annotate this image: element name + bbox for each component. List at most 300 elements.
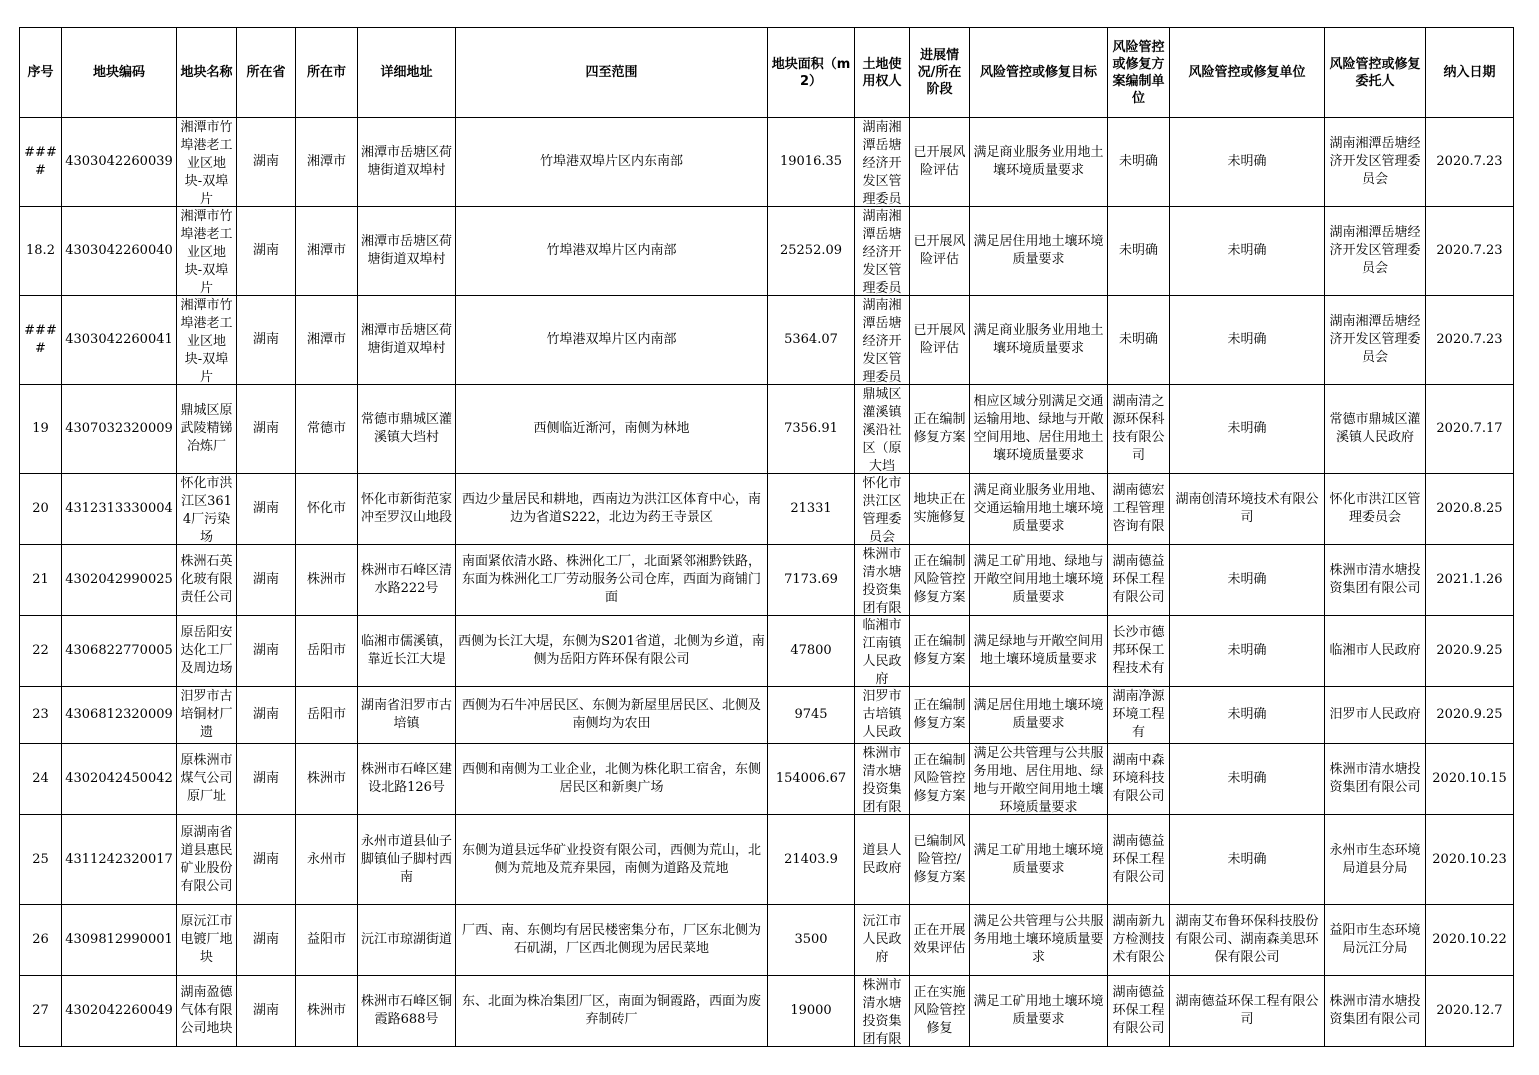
province-cell	[237, 296, 296, 385]
address: 湘潭市岳塘区荷塘街道双埠村	[360, 234, 452, 267]
site-name: 株洲石英化玻有限责任公司	[180, 554, 233, 605]
table-row	[20, 815, 1514, 905]
city-cell	[296, 905, 358, 976]
land-owner: 鼎城区灌溪镇溪沿社区（原大垱	[862, 387, 902, 472]
stage: 正在开展效果评估	[913, 923, 966, 956]
address-cell	[358, 545, 456, 616]
province-cell	[237, 815, 296, 905]
area: 154006.67	[775, 771, 847, 786]
client: 常德市鼎城区灌溪镇人民政府	[1329, 412, 1421, 445]
remediation-unit: 未明确	[1227, 421, 1267, 436]
row-number: ####	[24, 323, 57, 356]
site-name-cell	[177, 905, 237, 976]
remediation-goal-cell	[970, 296, 1108, 385]
client-cell	[1325, 815, 1426, 905]
row-number-cell	[20, 385, 62, 474]
city-cell	[296, 744, 358, 815]
date: 2020.7.23	[1436, 243, 1503, 258]
header-cell: 进展情况/所在阶段	[910, 28, 970, 118]
client: 株洲市清水塘投资集团有限公司	[1329, 762, 1421, 795]
address-cell	[358, 296, 456, 385]
date: 2020.9.25	[1436, 707, 1503, 722]
address-cell	[358, 385, 456, 474]
remediation-unit: 未明确	[1227, 643, 1267, 658]
city: 湘潭市	[306, 332, 346, 347]
stage-cell	[910, 815, 970, 905]
area: 19000	[790, 1003, 832, 1018]
province: 湖南	[252, 1003, 279, 1018]
plan-compiler-cell	[1108, 687, 1170, 744]
city-cell	[296, 474, 358, 545]
land-owner-cell	[855, 905, 910, 976]
stage: 已开展风险评估	[913, 234, 966, 267]
table-row	[20, 616, 1514, 687]
remediation-goal: 满足公共管理与公共服务用地土壤环境质量要求	[973, 914, 1104, 965]
site-code: 4303042260041	[65, 332, 173, 347]
client: 株洲市清水塘投资集团有限公司	[1329, 563, 1421, 596]
remediation-goal-cell	[970, 744, 1108, 815]
row-number: 20	[32, 501, 49, 516]
row-number-cell	[20, 815, 62, 905]
land-owner-cell	[855, 207, 910, 296]
province: 湖南	[252, 154, 279, 169]
row-number-cell	[20, 976, 62, 1047]
province-cell	[237, 118, 296, 207]
site-code-cell	[62, 744, 177, 815]
remediation-unit: 未明确	[1227, 243, 1267, 258]
site-name: 怀化市洪江区3614厂污染场	[180, 476, 233, 543]
stage: 正在编制修复方案	[913, 634, 966, 667]
area: 21403.9	[784, 851, 838, 867]
site-name: 湘潭市竹埠港老工业区地块-双埠片	[180, 120, 233, 205]
date-cell	[1426, 296, 1514, 385]
area: 47800	[790, 643, 832, 658]
stage-cell	[910, 474, 970, 545]
remediation-unit: 湖南艾布鲁环保科技股份有限公司、湖南森美思环保有限公司	[1175, 914, 1319, 965]
province-cell	[237, 905, 296, 976]
header-cell: 详细地址	[358, 28, 456, 118]
stage: 正在编制风险管控修复方案	[913, 753, 966, 804]
address-cell	[358, 207, 456, 296]
table-row	[20, 385, 1514, 474]
remediation-goal-cell	[970, 118, 1108, 207]
remediation-goal: 满足商业服务业用地土壤环境质量要求	[973, 145, 1104, 178]
city: 株洲市	[306, 771, 346, 786]
province: 湖南	[252, 501, 279, 516]
city: 株洲市	[306, 572, 346, 587]
remediation-goal-cell	[970, 687, 1108, 744]
province-cell	[237, 385, 296, 474]
stage-cell	[910, 385, 970, 474]
row-number: 21	[32, 572, 49, 587]
plan-compiler-cell	[1108, 118, 1170, 207]
stage-cell	[910, 744, 970, 815]
boundary: 竹埠港双埠片区内南部	[546, 332, 677, 347]
remediation-goal: 满足商业服务业用地、交通运输用地土壤环境质量要求	[973, 483, 1104, 534]
plan-compiler: 湖南德宏工程管理咨询有限	[1112, 483, 1165, 534]
site-code: 4311242320017	[65, 851, 173, 867]
site-code-cell	[62, 976, 177, 1047]
address-cell	[358, 744, 456, 815]
boundary: 南面紧依清水路、株洲化工厂，北面紧邻湘黔铁路，东面为株洲化工厂劳动服务公司仓库，西面为商铺门面	[461, 554, 761, 605]
remediation-unit: 未明确	[1227, 707, 1267, 722]
plan-compiler-cell	[1108, 385, 1170, 474]
boundary: 西侧为石牛冲居民区、东侧为新屋里居民区、北侧及南侧均为农田	[461, 698, 761, 731]
remediation-unit-cell	[1170, 545, 1325, 616]
land-owner-cell	[855, 616, 910, 687]
table-body	[20, 118, 1514, 1047]
plan-compiler: 湖南德益环保工程有限公司	[1112, 833, 1165, 885]
land-owner-cell	[855, 744, 910, 815]
plan-compiler-cell	[1108, 616, 1170, 687]
plan-compiler-cell	[1108, 207, 1170, 296]
date-cell	[1426, 744, 1514, 815]
client: 株洲市清水塘投资集团有限公司	[1329, 994, 1421, 1027]
land-owner: 道县人民政府	[862, 842, 902, 876]
site-register-table	[19, 27, 1514, 1047]
province: 湖南	[252, 421, 279, 436]
row-number: 23	[32, 707, 49, 722]
land-owner: 汨罗市古培镇人民政	[862, 689, 902, 740]
date: 2020.10.22	[1432, 932, 1507, 947]
area-cell	[768, 976, 855, 1047]
client: 湖南湘潭岳塘经济开发区管理委员会	[1329, 225, 1421, 276]
city: 湘潭市	[306, 154, 346, 169]
address: 株洲市石峰区铜霞路688号	[360, 994, 452, 1027]
land-owner: 湖南湘潭岳塘经济开发区管理委员	[862, 209, 902, 294]
boundary-cell	[456, 118, 768, 207]
address: 永州市道县仙子脚镇仙子脚村西南	[360, 833, 452, 885]
address: 怀化市新街范家冲至罗汉山地段	[360, 492, 452, 525]
site-name: 原湖南省道县惠民矿业股份有限公司	[180, 824, 233, 894]
address-cell	[358, 976, 456, 1047]
province-cell	[237, 545, 296, 616]
address: 湘潭市岳塘区荷塘街道双埠村	[360, 145, 452, 178]
plan-compiler-cell	[1108, 474, 1170, 545]
row-number-cell	[20, 905, 62, 976]
boundary-cell	[456, 616, 768, 687]
remediation-unit-cell	[1170, 296, 1325, 385]
plan-compiler: 未明确	[1118, 332, 1158, 347]
stage-cell	[910, 207, 970, 296]
stage: 已开展风险评估	[913, 323, 966, 356]
plan-compiler-cell	[1108, 296, 1170, 385]
area: 7356.91	[784, 421, 838, 436]
client-cell	[1325, 905, 1426, 976]
plan-compiler: 未明确	[1118, 154, 1158, 169]
table-row	[20, 545, 1514, 616]
table-row	[20, 118, 1514, 207]
plan-compiler: 长沙市德邦环保工程技术有	[1112, 625, 1165, 676]
plan-compiler: 湖南清之源环保科技有限公司	[1112, 394, 1165, 463]
city: 岳阳市	[306, 643, 346, 658]
row-number-cell	[20, 118, 62, 207]
plan-compiler-cell	[1108, 905, 1170, 976]
land-owner-cell	[855, 296, 910, 385]
remediation-goal: 满足工矿用地、绿地与开敞空间用地土壤环境质量要求	[973, 554, 1104, 605]
city-cell	[296, 296, 358, 385]
province-cell	[237, 687, 296, 744]
land-owner: 沅江市人民政府	[862, 914, 902, 965]
land-owner: 湖南湘潭岳塘经济开发区管理委员	[862, 120, 902, 205]
remediation-goal-cell	[970, 905, 1108, 976]
row-number-cell	[20, 616, 62, 687]
row-number: ####	[24, 145, 57, 178]
client-cell	[1325, 545, 1426, 616]
row-number: 22	[32, 643, 49, 658]
site-name-cell	[177, 474, 237, 545]
province-cell	[237, 976, 296, 1047]
area: 25252.09	[779, 243, 843, 258]
site-code: 4309812990001	[65, 932, 173, 947]
boundary-cell	[456, 207, 768, 296]
city-cell	[296, 687, 358, 744]
site-name-cell	[177, 744, 237, 815]
date: 2020.10.23	[1432, 851, 1507, 867]
date-cell	[1426, 474, 1514, 545]
city-cell	[296, 207, 358, 296]
stage: 正在编制修复方案	[913, 412, 966, 445]
remediation-unit: 未明确	[1227, 154, 1267, 169]
remediation-unit: 未明确	[1227, 332, 1267, 347]
address: 株洲市石峰区建设北路126号	[360, 762, 452, 795]
city-cell	[296, 545, 358, 616]
site-code-cell	[62, 815, 177, 905]
city: 湘潭市	[306, 243, 346, 258]
land-owner: 怀化市洪江区管理委员会	[862, 476, 902, 543]
row-number: 18.2	[26, 243, 55, 258]
boundary: 东侧为道县远华矿业投资有限公司，西侧为荒山，北侧为荒地及荒弃果园，南侧为道路及荒地	[461, 842, 761, 876]
remediation-unit: 湖南创清环境技术有限公司	[1175, 492, 1319, 525]
table-row	[20, 687, 1514, 744]
plan-compiler-cell	[1108, 545, 1170, 616]
client-cell	[1325, 207, 1426, 296]
plan-compiler: 湖南净源环境工程有	[1112, 689, 1165, 740]
site-code-cell	[62, 296, 177, 385]
client-cell	[1325, 744, 1426, 815]
boundary: 厂西、南、东侧均有居民楼密集分布，厂区东北侧为石矶湖，厂区西北侧现为居民菜地	[461, 923, 761, 956]
province: 湖南	[252, 771, 279, 786]
site-name-cell	[177, 207, 237, 296]
address-cell	[358, 815, 456, 905]
address-cell	[358, 687, 456, 744]
remediation-unit-cell	[1170, 474, 1325, 545]
date-cell	[1426, 815, 1514, 905]
header-cell: 序号	[20, 28, 62, 118]
address-cell	[358, 474, 456, 545]
table-row	[20, 474, 1514, 545]
remediation-unit-cell	[1170, 744, 1325, 815]
stage-cell	[910, 118, 970, 207]
site-code: 4302042260049	[65, 1003, 173, 1018]
remediation-unit: 未明确	[1227, 572, 1267, 587]
site-code-cell	[62, 474, 177, 545]
area-cell	[768, 905, 855, 976]
boundary: 竹埠港双埠片区内南部	[546, 243, 677, 258]
row-number-cell	[20, 687, 62, 744]
remediation-unit-cell	[1170, 687, 1325, 744]
land-owner: 株洲市清水塘投资集团有限	[862, 547, 902, 614]
boundary-cell	[456, 905, 768, 976]
plan-compiler-cell	[1108, 976, 1170, 1047]
header-cell: 地块面积（m2）	[768, 28, 855, 118]
row-number-cell	[20, 207, 62, 296]
site-code-cell	[62, 385, 177, 474]
plan-compiler-cell	[1108, 815, 1170, 905]
city-cell	[296, 616, 358, 687]
city: 常德市	[306, 421, 346, 436]
client: 永州市生态环境局道县分局	[1329, 842, 1421, 876]
date: 2020.7.23	[1436, 154, 1503, 169]
client-cell	[1325, 385, 1426, 474]
row-number: 26	[32, 932, 49, 947]
date-cell	[1426, 687, 1514, 744]
plan-compiler: 湖南新九方检测技术有限公	[1112, 914, 1165, 965]
boundary-cell	[456, 687, 768, 744]
remediation-goal-cell	[970, 207, 1108, 296]
address-cell	[358, 118, 456, 207]
remediation-unit-cell	[1170, 616, 1325, 687]
province: 湖南	[252, 932, 279, 947]
remediation-goal: 相应区域分别满足交通运输用地、绿地与开敞空间用地、居住用地土壤环境质量要求	[973, 394, 1104, 463]
stage: 正在编制修复方案	[913, 698, 966, 731]
area-cell	[768, 474, 855, 545]
site-name-cell	[177, 616, 237, 687]
land-owner-cell	[855, 976, 910, 1047]
site-code: 4306812320009	[65, 707, 173, 722]
stage: 正在编制风险管控修复方案	[913, 554, 966, 605]
site-name-cell	[177, 296, 237, 385]
area: 5364.07	[784, 332, 838, 347]
row-number: 19	[32, 421, 49, 436]
area-cell	[768, 815, 855, 905]
remediation-goal: 满足居住用地土壤环境质量要求	[973, 698, 1104, 731]
city-cell	[296, 118, 358, 207]
remediation-goal: 满足居住用地土壤环境质量要求	[973, 234, 1104, 267]
client: 湖南湘潭岳塘经济开发区管理委员会	[1329, 136, 1421, 187]
city: 株洲市	[306, 1003, 346, 1018]
boundary: 西边少量居民和耕地，西南边为洪江区体育中心，南边为省道S222，北边为药王寺景区	[461, 492, 761, 525]
site-name-cell	[177, 687, 237, 744]
header-cell: 风险管控或修复委托人	[1325, 28, 1426, 118]
date-cell	[1426, 385, 1514, 474]
date: 2020.9.25	[1436, 643, 1503, 658]
plan-compiler: 湖南德益环保工程有限公司	[1112, 554, 1165, 605]
remediation-goal: 满足绿地与开敞空间用地土壤环境质量要求	[973, 634, 1104, 667]
area-cell	[768, 207, 855, 296]
remediation-goal-cell	[970, 815, 1108, 905]
site-code-cell	[62, 545, 177, 616]
site-code: 4302042990025	[65, 572, 173, 587]
site-code-cell	[62, 616, 177, 687]
row-number: 24	[32, 771, 49, 786]
province: 湖南	[252, 332, 279, 347]
city: 益阳市	[306, 932, 346, 947]
table-row	[20, 744, 1514, 815]
stage-cell	[910, 616, 970, 687]
land-owner: 湖南湘潭岳塘经济开发区管理委员	[862, 298, 902, 383]
row-number-cell	[20, 296, 62, 385]
remediation-goal: 满足工矿用地土壤环境质量要求	[973, 842, 1104, 876]
area: 19016.35	[779, 154, 843, 169]
date-cell	[1426, 545, 1514, 616]
plan-compiler-cell	[1108, 744, 1170, 815]
site-code: 4302042450042	[65, 771, 173, 786]
header-cell: 地块名称	[177, 28, 237, 118]
site-name-cell	[177, 815, 237, 905]
remediation-unit-cell	[1170, 385, 1325, 474]
plan-compiler: 未明确	[1118, 243, 1158, 258]
site-code-cell	[62, 905, 177, 976]
boundary-cell	[456, 815, 768, 905]
address: 沅江市琼湖街道	[360, 932, 452, 947]
land-owner-cell	[855, 118, 910, 207]
header-cell: 所在省	[237, 28, 296, 118]
header-cell: 四至范围	[456, 28, 768, 118]
area-cell	[768, 545, 855, 616]
row-number-cell	[20, 744, 62, 815]
city: 岳阳市	[306, 707, 346, 722]
client-cell	[1325, 474, 1426, 545]
row-number: 27	[32, 1003, 49, 1018]
boundary: 东、北面为株冶集团厂区，南面为铜霞路，西面为废弃制砖厂	[461, 994, 761, 1027]
site-name-cell	[177, 545, 237, 616]
client-cell	[1325, 118, 1426, 207]
city: 永州市	[306, 851, 346, 867]
row-number-cell	[20, 474, 62, 545]
city: 怀化市	[306, 501, 346, 516]
date: 2020.8.25	[1436, 501, 1503, 516]
land-owner-cell	[855, 385, 910, 474]
address: 临湘市儒溪镇，靠近长江大堤	[360, 634, 452, 667]
boundary-cell	[456, 385, 768, 474]
boundary: 西侧为长江大堤，东侧为S201省道，北侧为乡道，南侧为岳阳方阵环保有限公司	[458, 634, 765, 667]
province: 湖南	[252, 851, 279, 867]
table-row	[20, 976, 1514, 1047]
date-cell	[1426, 616, 1514, 687]
province-cell	[237, 744, 296, 815]
boundary-cell	[456, 744, 768, 815]
client-cell	[1325, 616, 1426, 687]
province: 湖南	[252, 243, 279, 258]
area-cell	[768, 687, 855, 744]
land-owner-cell	[855, 815, 910, 905]
address: 株洲市石峰区清水路222号	[360, 563, 452, 596]
area: 3500	[794, 932, 828, 947]
table-row	[20, 296, 1514, 385]
area-cell	[768, 296, 855, 385]
address: 常德市鼎城区灌溪镇大垱村	[360, 412, 452, 445]
header-row	[20, 28, 1514, 118]
site-code-cell	[62, 118, 177, 207]
remediation-goal: 满足商业服务业用地土壤环境质量要求	[973, 323, 1104, 356]
date-cell	[1426, 976, 1514, 1047]
remediation-goal: 满足工矿用地土壤环境质量要求	[973, 994, 1104, 1027]
remediation-goal-cell	[970, 616, 1108, 687]
site-name: 湘潭市竹埠港老工业区地块-双埠片	[180, 298, 233, 383]
stage: 正在实施风险管控修复	[913, 985, 966, 1036]
remediation-unit-cell	[1170, 207, 1325, 296]
province: 湖南	[252, 643, 279, 658]
land-owner-cell	[855, 545, 910, 616]
area-cell	[768, 616, 855, 687]
boundary-cell	[456, 976, 768, 1047]
site-code: 4307032320009	[65, 421, 173, 436]
remediation-unit-cell	[1170, 118, 1325, 207]
client: 益阳市生态环境局沅江分局	[1329, 923, 1421, 956]
address-cell	[358, 616, 456, 687]
plan-compiler: 湖南中森环境科技有限公司	[1112, 753, 1165, 804]
